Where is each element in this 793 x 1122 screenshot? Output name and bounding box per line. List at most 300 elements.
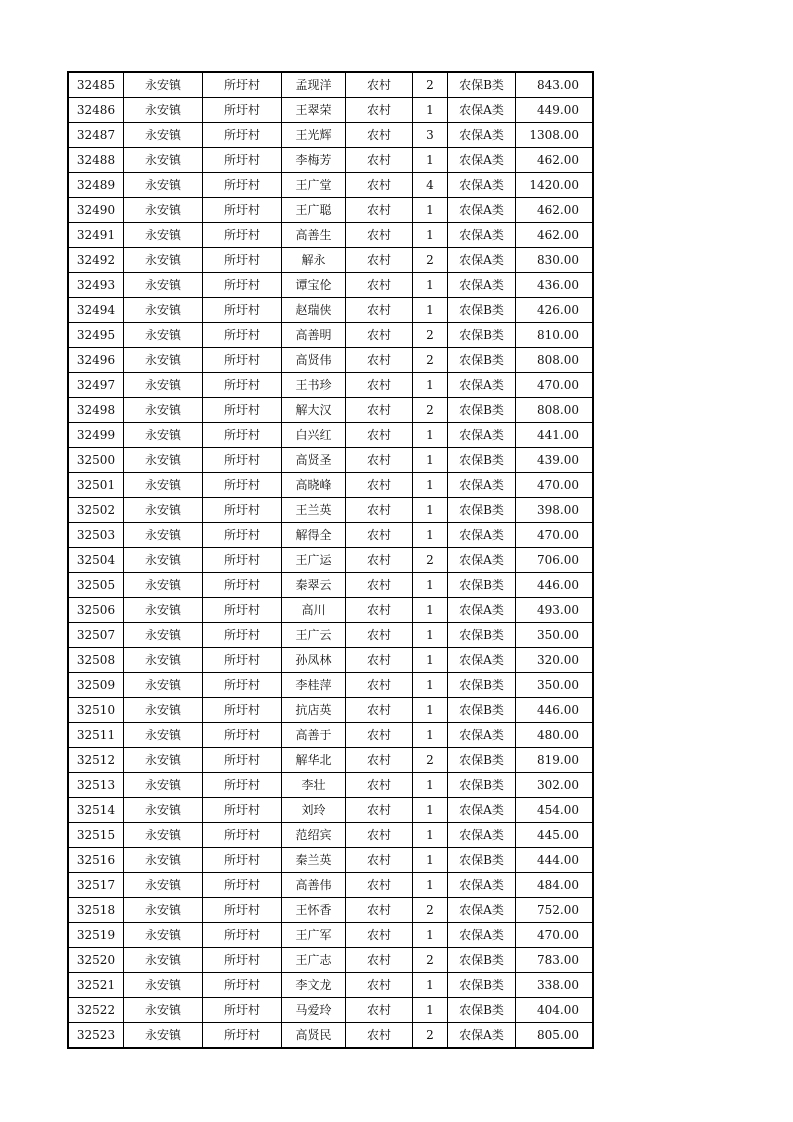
- cell-town: 永安镇: [124, 898, 203, 923]
- cell-person-count: 2: [413, 1023, 448, 1049]
- cell-household-type: 农村: [346, 123, 413, 148]
- cell-person-count: 1: [413, 373, 448, 398]
- cell-serial-number: 32495: [68, 323, 124, 348]
- cell-amount: 470.00: [516, 373, 594, 398]
- cell-household-type: 农村: [346, 348, 413, 373]
- cell-insurance-category: 农保B类: [448, 72, 516, 98]
- cell-amount: 439.00: [516, 448, 594, 473]
- cell-town: 永安镇: [124, 173, 203, 198]
- cell-amount: 436.00: [516, 273, 594, 298]
- cell-town: 永安镇: [124, 948, 203, 973]
- cell-town: 永安镇: [124, 848, 203, 873]
- cell-name: 王广堂: [282, 173, 346, 198]
- cell-town: 永安镇: [124, 273, 203, 298]
- cell-household-type: 农村: [346, 1023, 413, 1049]
- cell-name: 李文龙: [282, 973, 346, 998]
- cell-serial-number: 32492: [68, 248, 124, 273]
- cell-insurance-category: 农保B类: [448, 773, 516, 798]
- cell-insurance-category: 农保A类: [448, 273, 516, 298]
- cell-household-type: 农村: [346, 623, 413, 648]
- cell-amount: 398.00: [516, 498, 594, 523]
- cell-village: 所圩村: [203, 148, 282, 173]
- cell-insurance-category: 农保B类: [448, 398, 516, 423]
- table-row: [68, 98, 593, 123]
- cell-village: 所圩村: [203, 323, 282, 348]
- cell-serial-number: 32518: [68, 898, 124, 923]
- cell-town: 永安镇: [124, 998, 203, 1023]
- cell-person-count: 1: [413, 698, 448, 723]
- cell-village: 所圩村: [203, 1023, 282, 1049]
- cell-person-count: 1: [413, 823, 448, 848]
- cell-household-type: 农村: [346, 823, 413, 848]
- table-row: [68, 873, 593, 898]
- cell-insurance-category: 农保A类: [448, 148, 516, 173]
- cell-village: 所圩村: [203, 473, 282, 498]
- table-row: [68, 623, 593, 648]
- cell-person-count: 2: [413, 748, 448, 773]
- cell-serial-number: 32519: [68, 923, 124, 948]
- cell-town: 永安镇: [124, 1023, 203, 1049]
- cell-town: 永安镇: [124, 598, 203, 623]
- cell-person-count: 1: [413, 598, 448, 623]
- cell-name: 高贤伟: [282, 348, 346, 373]
- cell-town: 永安镇: [124, 523, 203, 548]
- cell-village: 所圩村: [203, 98, 282, 123]
- cell-insurance-category: 农保B类: [448, 998, 516, 1023]
- cell-insurance-category: 农保A类: [448, 873, 516, 898]
- table-row: [68, 373, 593, 398]
- cell-person-count: 1: [413, 723, 448, 748]
- table-row: [68, 673, 593, 698]
- cell-household-type: 农村: [346, 98, 413, 123]
- cell-serial-number: 32503: [68, 523, 124, 548]
- cell-insurance-category: 农保B类: [448, 948, 516, 973]
- table-row: [68, 1023, 593, 1049]
- cell-serial-number: 32517: [68, 873, 124, 898]
- cell-serial-number: 32506: [68, 598, 124, 623]
- cell-amount: 808.00: [516, 398, 594, 423]
- table-row: [68, 298, 593, 323]
- cell-name: 王广军: [282, 923, 346, 948]
- cell-serial-number: 32516: [68, 848, 124, 873]
- cell-serial-number: 32513: [68, 773, 124, 798]
- cell-name: 刘玲: [282, 798, 346, 823]
- cell-amount: 338.00: [516, 973, 594, 998]
- cell-village: 所圩村: [203, 873, 282, 898]
- cell-village: 所圩村: [203, 848, 282, 873]
- table-row: [68, 773, 593, 798]
- cell-person-count: 1: [413, 98, 448, 123]
- cell-person-count: 3: [413, 123, 448, 148]
- cell-serial-number: 32521: [68, 973, 124, 998]
- cell-insurance-category: 农保A类: [448, 823, 516, 848]
- cell-town: 永安镇: [124, 648, 203, 673]
- table-row: [68, 948, 593, 973]
- cell-serial-number: 32487: [68, 123, 124, 148]
- cell-serial-number: 32494: [68, 298, 124, 323]
- cell-serial-number: 32509: [68, 673, 124, 698]
- cell-village: 所圩村: [203, 648, 282, 673]
- cell-amount: 462.00: [516, 198, 594, 223]
- cell-town: 永安镇: [124, 323, 203, 348]
- cell-town: 永安镇: [124, 473, 203, 498]
- cell-person-count: 2: [413, 948, 448, 973]
- cell-insurance-category: 农保A类: [448, 723, 516, 748]
- cell-household-type: 农村: [346, 798, 413, 823]
- cell-amount: 484.00: [516, 873, 594, 898]
- cell-village: 所圩村: [203, 723, 282, 748]
- cell-name: 王广云: [282, 623, 346, 648]
- cell-town: 永安镇: [124, 573, 203, 598]
- cell-household-type: 农村: [346, 148, 413, 173]
- cell-name: 王光辉: [282, 123, 346, 148]
- cell-household-type: 农村: [346, 523, 413, 548]
- cell-amount: 810.00: [516, 323, 594, 348]
- cell-amount: 302.00: [516, 773, 594, 798]
- cell-name: 秦兰英: [282, 848, 346, 873]
- cell-name: 解得全: [282, 523, 346, 548]
- cell-name: 高善伟: [282, 873, 346, 898]
- cell-insurance-category: 农保A类: [448, 473, 516, 498]
- cell-household-type: 农村: [346, 448, 413, 473]
- cell-serial-number: 32511: [68, 723, 124, 748]
- cell-amount: 470.00: [516, 523, 594, 548]
- cell-serial-number: 32514: [68, 798, 124, 823]
- cell-town: 永安镇: [124, 198, 203, 223]
- cell-town: 永安镇: [124, 823, 203, 848]
- cell-village: 所圩村: [203, 523, 282, 548]
- cell-insurance-category: 农保A类: [448, 923, 516, 948]
- cell-household-type: 农村: [346, 198, 413, 223]
- cell-household-type: 农村: [346, 498, 413, 523]
- cell-insurance-category: 农保A类: [448, 798, 516, 823]
- cell-village: 所圩村: [203, 973, 282, 998]
- cell-insurance-category: 农保A类: [448, 198, 516, 223]
- cell-town: 永安镇: [124, 498, 203, 523]
- table-row: [68, 123, 593, 148]
- cell-insurance-category: 农保B类: [448, 448, 516, 473]
- cell-insurance-category: 农保A类: [448, 523, 516, 548]
- table-row: [68, 223, 593, 248]
- cell-town: 永安镇: [124, 448, 203, 473]
- cell-village: 所圩村: [203, 198, 282, 223]
- cell-name: 高晓峰: [282, 473, 346, 498]
- cell-serial-number: 32499: [68, 423, 124, 448]
- cell-amount: 470.00: [516, 473, 594, 498]
- cell-person-count: 1: [413, 198, 448, 223]
- cell-town: 永安镇: [124, 148, 203, 173]
- document-page: [67, 71, 594, 1049]
- cell-serial-number: 32501: [68, 473, 124, 498]
- cell-serial-number: 32520: [68, 948, 124, 973]
- cell-household-type: 农村: [346, 173, 413, 198]
- cell-village: 所圩村: [203, 673, 282, 698]
- cell-name: 白兴红: [282, 423, 346, 448]
- cell-name: 李梅芳: [282, 148, 346, 173]
- cell-household-type: 农村: [346, 898, 413, 923]
- cell-household-type: 农村: [346, 573, 413, 598]
- cell-name: 王书珍: [282, 373, 346, 398]
- cell-insurance-category: 农保B类: [448, 323, 516, 348]
- cell-household-type: 农村: [346, 673, 413, 698]
- cell-amount: 449.00: [516, 98, 594, 123]
- cell-insurance-category: 农保A类: [448, 123, 516, 148]
- cell-serial-number: 32507: [68, 623, 124, 648]
- table-row: [68, 423, 593, 448]
- cell-person-count: 1: [413, 773, 448, 798]
- cell-name: 解永: [282, 248, 346, 273]
- cell-person-count: 1: [413, 923, 448, 948]
- cell-amount: 819.00: [516, 748, 594, 773]
- cell-insurance-category: 农保B类: [448, 698, 516, 723]
- table-row: [68, 498, 593, 523]
- cell-serial-number: 32502: [68, 498, 124, 523]
- cell-serial-number: 32485: [68, 72, 124, 98]
- table-row: [68, 398, 593, 423]
- cell-town: 永安镇: [124, 698, 203, 723]
- cell-village: 所圩村: [203, 698, 282, 723]
- cell-serial-number: 32523: [68, 1023, 124, 1049]
- cell-household-type: 农村: [346, 473, 413, 498]
- table-body: [68, 72, 593, 1048]
- cell-serial-number: 32512: [68, 748, 124, 773]
- table-row: [68, 448, 593, 473]
- cell-household-type: 农村: [346, 873, 413, 898]
- table-row: [68, 698, 593, 723]
- cell-household-type: 农村: [346, 648, 413, 673]
- cell-name: 抗店英: [282, 698, 346, 723]
- cell-town: 永安镇: [124, 72, 203, 98]
- cell-village: 所圩村: [203, 348, 282, 373]
- table-row: [68, 473, 593, 498]
- cell-household-type: 农村: [346, 273, 413, 298]
- cell-insurance-category: 农保A类: [448, 173, 516, 198]
- cell-amount: 1308.00: [516, 123, 594, 148]
- cell-serial-number: 32497: [68, 373, 124, 398]
- cell-serial-number: 32510: [68, 698, 124, 723]
- cell-town: 永安镇: [124, 223, 203, 248]
- cell-village: 所圩村: [203, 173, 282, 198]
- cell-household-type: 农村: [346, 598, 413, 623]
- cell-serial-number: 32486: [68, 98, 124, 123]
- cell-serial-number: 32491: [68, 223, 124, 248]
- cell-town: 永安镇: [124, 973, 203, 998]
- cell-town: 永安镇: [124, 773, 203, 798]
- cell-village: 所圩村: [203, 248, 282, 273]
- cell-person-count: 4: [413, 173, 448, 198]
- cell-name: 高善生: [282, 223, 346, 248]
- table-row: [68, 548, 593, 573]
- cell-village: 所圩村: [203, 798, 282, 823]
- cell-person-count: 1: [413, 798, 448, 823]
- cell-household-type: 农村: [346, 323, 413, 348]
- cell-insurance-category: 农保B类: [448, 748, 516, 773]
- cell-name: 秦翠云: [282, 573, 346, 598]
- cell-person-count: 1: [413, 473, 448, 498]
- cell-person-count: 1: [413, 273, 448, 298]
- cell-name: 孟现洋: [282, 72, 346, 98]
- cell-name: 王翠荣: [282, 98, 346, 123]
- cell-person-count: 2: [413, 248, 448, 273]
- cell-name: 高贤圣: [282, 448, 346, 473]
- table-row: [68, 323, 593, 348]
- cell-insurance-category: 农保A类: [448, 423, 516, 448]
- cell-person-count: 2: [413, 348, 448, 373]
- cell-village: 所圩村: [203, 548, 282, 573]
- cell-amount: 350.00: [516, 673, 594, 698]
- cell-serial-number: 32493: [68, 273, 124, 298]
- cell-person-count: 2: [413, 323, 448, 348]
- cell-insurance-category: 农保A类: [448, 1023, 516, 1049]
- cell-amount: 404.00: [516, 998, 594, 1023]
- cell-household-type: 农村: [346, 223, 413, 248]
- cell-town: 永安镇: [124, 348, 203, 373]
- cell-amount: 1420.00: [516, 173, 594, 198]
- cell-amount: 454.00: [516, 798, 594, 823]
- cell-insurance-category: 农保B类: [448, 673, 516, 698]
- table-row: [68, 998, 593, 1023]
- cell-name: 谭宝伦: [282, 273, 346, 298]
- cell-amount: 350.00: [516, 623, 594, 648]
- cell-serial-number: 32500: [68, 448, 124, 473]
- cell-name: 解大汉: [282, 398, 346, 423]
- table-row: [68, 923, 593, 948]
- table-row: [68, 523, 593, 548]
- cell-amount: 808.00: [516, 348, 594, 373]
- table-row: [68, 148, 593, 173]
- cell-insurance-category: 农保B类: [448, 848, 516, 873]
- cell-village: 所圩村: [203, 498, 282, 523]
- table-row: [68, 973, 593, 998]
- cell-serial-number: 32488: [68, 148, 124, 173]
- cell-amount: 843.00: [516, 72, 594, 98]
- cell-village: 所圩村: [203, 898, 282, 923]
- cell-name: 李壮: [282, 773, 346, 798]
- cell-town: 永安镇: [124, 423, 203, 448]
- cell-name: 李桂萍: [282, 673, 346, 698]
- cell-name: 孙凤林: [282, 648, 346, 673]
- cell-insurance-category: 农保A类: [448, 98, 516, 123]
- cell-person-count: 1: [413, 573, 448, 598]
- table-row: [68, 798, 593, 823]
- cell-person-count: 2: [413, 898, 448, 923]
- cell-town: 永安镇: [124, 398, 203, 423]
- cell-household-type: 农村: [346, 548, 413, 573]
- cell-village: 所圩村: [203, 123, 282, 148]
- cell-name: 马爱玲: [282, 998, 346, 1023]
- cell-village: 所圩村: [203, 998, 282, 1023]
- cell-amount: 320.00: [516, 648, 594, 673]
- cell-person-count: 1: [413, 873, 448, 898]
- cell-village: 所圩村: [203, 923, 282, 948]
- table-row: [68, 648, 593, 673]
- cell-amount: 446.00: [516, 573, 594, 598]
- cell-name: 王怀香: [282, 898, 346, 923]
- cell-name: 高贤民: [282, 1023, 346, 1049]
- cell-person-count: 1: [413, 498, 448, 523]
- cell-town: 永安镇: [124, 248, 203, 273]
- cell-household-type: 农村: [346, 848, 413, 873]
- cell-person-count: 1: [413, 673, 448, 698]
- cell-amount: 830.00: [516, 248, 594, 273]
- table-row: [68, 723, 593, 748]
- cell-village: 所圩村: [203, 623, 282, 648]
- table-row: [68, 748, 593, 773]
- table-row: [68, 198, 593, 223]
- cell-person-count: 1: [413, 448, 448, 473]
- cell-town: 永安镇: [124, 123, 203, 148]
- cell-town: 永安镇: [124, 548, 203, 573]
- cell-insurance-category: 农保A类: [448, 898, 516, 923]
- cell-household-type: 农村: [346, 398, 413, 423]
- cell-insurance-category: 农保A类: [448, 223, 516, 248]
- cell-village: 所圩村: [203, 573, 282, 598]
- cell-household-type: 农村: [346, 923, 413, 948]
- cell-person-count: 1: [413, 623, 448, 648]
- table-row: [68, 573, 593, 598]
- cell-insurance-category: 农保A类: [448, 598, 516, 623]
- cell-serial-number: 32490: [68, 198, 124, 223]
- cell-serial-number: 32504: [68, 548, 124, 573]
- cell-amount: 470.00: [516, 923, 594, 948]
- cell-household-type: 农村: [346, 72, 413, 98]
- cell-person-count: 1: [413, 523, 448, 548]
- cell-amount: 446.00: [516, 698, 594, 723]
- cell-amount: 445.00: [516, 823, 594, 848]
- cell-town: 永安镇: [124, 748, 203, 773]
- table-row: [68, 898, 593, 923]
- cell-household-type: 农村: [346, 373, 413, 398]
- cell-amount: 480.00: [516, 723, 594, 748]
- beneficiary-table: [67, 71, 594, 1049]
- cell-amount: 462.00: [516, 223, 594, 248]
- cell-name: 高善于: [282, 723, 346, 748]
- cell-village: 所圩村: [203, 72, 282, 98]
- cell-village: 所圩村: [203, 273, 282, 298]
- cell-village: 所圩村: [203, 298, 282, 323]
- cell-village: 所圩村: [203, 748, 282, 773]
- cell-name: 范绍宾: [282, 823, 346, 848]
- cell-person-count: 2: [413, 72, 448, 98]
- cell-town: 永安镇: [124, 673, 203, 698]
- cell-person-count: 1: [413, 298, 448, 323]
- cell-village: 所圩村: [203, 823, 282, 848]
- cell-amount: 805.00: [516, 1023, 594, 1049]
- cell-serial-number: 32498: [68, 398, 124, 423]
- cell-name: 王广运: [282, 548, 346, 573]
- table-row: [68, 273, 593, 298]
- cell-amount: 752.00: [516, 898, 594, 923]
- table-row: [68, 823, 593, 848]
- cell-village: 所圩村: [203, 598, 282, 623]
- cell-name: 高善明: [282, 323, 346, 348]
- cell-insurance-category: 农保B类: [448, 348, 516, 373]
- cell-household-type: 农村: [346, 423, 413, 448]
- cell-amount: 783.00: [516, 948, 594, 973]
- cell-insurance-category: 农保B类: [448, 573, 516, 598]
- cell-household-type: 农村: [346, 723, 413, 748]
- cell-insurance-category: 农保B类: [448, 973, 516, 998]
- cell-household-type: 农村: [346, 998, 413, 1023]
- cell-town: 永安镇: [124, 298, 203, 323]
- cell-insurance-category: 农保B类: [448, 498, 516, 523]
- cell-person-count: 1: [413, 973, 448, 998]
- cell-town: 永安镇: [124, 98, 203, 123]
- cell-amount: 426.00: [516, 298, 594, 323]
- cell-household-type: 农村: [346, 748, 413, 773]
- cell-amount: 441.00: [516, 423, 594, 448]
- table-row: [68, 173, 593, 198]
